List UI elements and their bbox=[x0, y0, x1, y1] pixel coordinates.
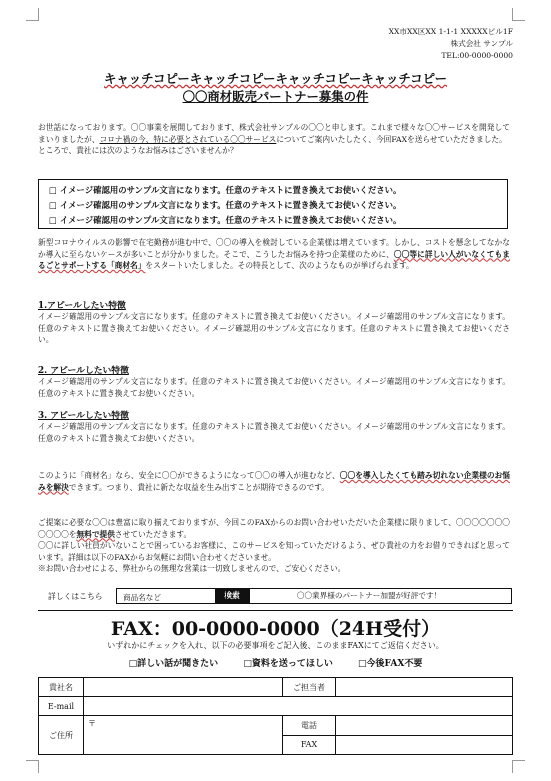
email-field[interactable] bbox=[84, 697, 513, 716]
search-button[interactable]: 検索 bbox=[215, 589, 249, 603]
intro-paragraph bbox=[38, 122, 510, 157]
subject-title: 〇〇商材販売パートナー募集の件 bbox=[182, 89, 369, 104]
solution-text-a: 新型コロナウイルスの影響で在宅勤務が進む中で、〇〇の導入を検討している企業様は増えています。しかし、コストを懸念してなかなか導入に至らないケースが多いことが分かりました。そこで、こうしたお悩みを持つ企業様のために、 bbox=[38, 238, 510, 259]
phone-field[interactable] bbox=[336, 716, 513, 736]
crop-mark-bottom-right bbox=[512, 760, 525, 773]
contact-row bbox=[38, 586, 513, 606]
sender-address-block bbox=[389, 26, 513, 62]
fax-number: FAX：00-0000-0000（24H受付） bbox=[110, 618, 441, 640]
fax-section-divider bbox=[38, 610, 513, 611]
appeal-text-3: イメージ確認用のサンプル文言になります。任意のテキストに置き換えてお使いください。イメージ確認用のサンプル文言になります。任意のテキストに置き換えてお使いください。 bbox=[38, 422, 510, 443]
solution-highlight: 〇〇等に詳しい人がいなくてもまるごとサポートする「商材名」 bbox=[38, 249, 510, 270]
document-title bbox=[38, 70, 513, 106]
crop-mark-top-right bbox=[512, 8, 525, 21]
option-materials[interactable]: □資料を送ってほしい bbox=[243, 659, 333, 669]
worry-checklist bbox=[38, 179, 508, 229]
proposal-text-d: 〇〇に詳しい社員がいないことで困っているお客様に、このサービスを知っていただけるよう、ぜひ貴社の力をお借りできればと思っています。詳細は以下のFAXからお気軽にお問い合わせくださいませ。 bbox=[38, 541, 510, 562]
catchcopy-title: キャッチコピーキャッチコピーキャッチコピーキャッチコピー bbox=[104, 71, 447, 86]
person-field-label: ご担当者 bbox=[283, 678, 336, 697]
intro-question: ところで、貴社には次のようなお悩みはございませんか？ bbox=[38, 146, 238, 155]
proposal-text-a: ご提案に必要な〇〇は豊富に取り揃えておりますが、今回このFAXからのお問い合わせいただいた企業様に限りまして、〇〇〇〇〇〇〇〇〇〇〇を bbox=[38, 518, 510, 539]
proposal-paragraph bbox=[38, 517, 510, 575]
promo-banner: 〇〇業界様のパートナー加盟が好評です！ bbox=[226, 588, 512, 604]
intro-text-a: お世話になっております。〇〇事業を展開しております、株式会社サンプルの〇〇と申します。これまで様々な〇〇サービスを開発してまいりましたが、 bbox=[38, 123, 510, 144]
checklist-item: □ イメージ確認用のサンプル文言になります。任意のテキストに置き換えてお使いください。 bbox=[49, 200, 402, 210]
crop-mark-bottom-left bbox=[26, 760, 39, 773]
solution-text-c: をスタートいたしました。その特長として、次のようなものが挙げられます。 bbox=[145, 261, 414, 270]
appeal-heading-3: 3. アピールしたい特徴 bbox=[38, 411, 129, 421]
postal-mark: 〒 bbox=[88, 719, 96, 728]
address-field[interactable] bbox=[84, 716, 283, 755]
address-line: XX市XX区XX 1-1-1 XXXXXビル1F bbox=[388, 27, 513, 36]
contact-label: 詳しくはこちら bbox=[48, 592, 103, 601]
summary-text-c: できます。つまり、貴社に新たな収益を生み出すことが期待できるのです。 bbox=[68, 482, 329, 492]
fax-field-label: FAX bbox=[283, 735, 336, 755]
intro-text-c: についてご案内いたしたく、今回FAXを送らせていただきました。 bbox=[276, 134, 507, 144]
summary-paragraph bbox=[38, 470, 510, 493]
checklist-item: □ イメージ確認用のサンプル文言になります。任意のテキストに置き換えてお使いください。 bbox=[49, 185, 402, 195]
fax-field[interactable] bbox=[336, 735, 513, 755]
appeal-text-1: イメージ確認用のサンプル文言になります。任意のテキストに置き換えてお使いください。イメージ確認用のサンプル文言になります。任意のテキストに置き換えてお使いください。イメージ確認用のサンプル文言になります。任意のテキストに置き換えてお使いください。 bbox=[38, 312, 510, 344]
reply-form bbox=[38, 677, 513, 755]
solution-paragraph bbox=[38, 237, 510, 272]
company-field[interactable] bbox=[84, 678, 283, 697]
appeal-heading-2: 2. アピールしたい特徴 bbox=[38, 366, 129, 376]
proposal-note: ※お問い合わせによる、弊社からの無理な営業は一切致しませんので、ご安心ください。 bbox=[38, 564, 346, 573]
crop-mark-top-left bbox=[26, 8, 39, 21]
company-tel: TEL:00-0000-0000 bbox=[441, 51, 513, 60]
summary-text-a: このように「商材名」なら、安全に〇〇ができるようになって〇〇の導入が進むなど、 bbox=[38, 471, 340, 480]
email-field-label: E-mail bbox=[39, 697, 84, 716]
search-input[interactable]: 商品名など bbox=[123, 593, 161, 602]
checklist-item: □ イメージ確認用のサンプル文言になります。任意のテキストに置き換えてお使いください。 bbox=[49, 215, 402, 225]
phone-field-label: 電話 bbox=[283, 716, 336, 736]
fax-instruction: いずれかにチェックを入れ、以下の必要事項をご記入後、このままFAXにてご返信ください。 bbox=[107, 641, 444, 650]
fax-options bbox=[38, 656, 513, 669]
address-field-label: ご住所 bbox=[39, 716, 84, 755]
option-details[interactable]: □詳しい話が聞きたい bbox=[128, 659, 219, 669]
option-no-fax[interactable]: □今後FAX不要 bbox=[357, 659, 423, 669]
company-field-label: 貴社名 bbox=[39, 678, 84, 697]
person-field[interactable] bbox=[336, 678, 513, 697]
intro-text-highlight: コロナ禍の今、特に必要とされている〇〇サービス bbox=[99, 134, 277, 144]
summary-highlight: 〇〇を導入したくても踏み切れない企業様のお悩みを解決 bbox=[38, 471, 510, 492]
company-name: 株式会社 サンプル bbox=[450, 39, 513, 48]
proposal-free-highlight: 無料で提供 bbox=[76, 529, 115, 539]
proposal-text-c: させていただきます。 bbox=[114, 529, 192, 539]
appeal-text-2: イメージ確認用のサンプル文言になります。任意のテキストに置き換えてお使いください。イメージ確認用のサンプル文言になります。任意のテキストに置き換えてお使いください。 bbox=[38, 377, 510, 398]
appeal-heading-1: 1.アピールしたい特徴 bbox=[38, 301, 126, 311]
